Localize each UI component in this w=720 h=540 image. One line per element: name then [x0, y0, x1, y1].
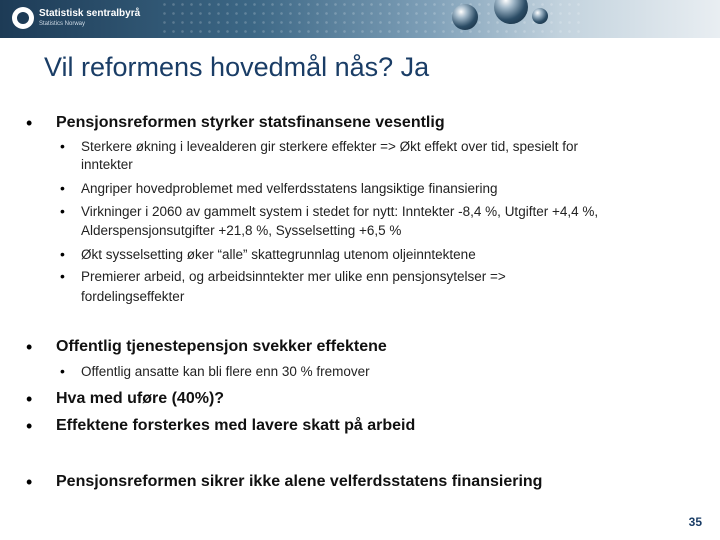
ssb-logo-icon [12, 7, 34, 29]
banner-sphere [452, 4, 478, 30]
sub-bullet-dot: • [60, 268, 65, 284]
bullet-dot: • [26, 472, 33, 492]
sub-bullet-line: Virkninger i 2060 av gammelt system i stedet for nytt: Inntekter -8,4 %, Utgifter +4,4 %, [81, 204, 599, 219]
sub-bullet-line: fordelingseffekter [81, 289, 185, 304]
sub-bullet-dot: • [60, 246, 65, 262]
header-banner [0, 0, 720, 38]
sub-bullet-dot: • [60, 180, 65, 196]
sub-bullet-line: Angriper hovedproblemet med velferdsstatens langsiktige finansiering [81, 181, 498, 196]
bullet-dot: • [26, 416, 33, 436]
slide-title: Vil reformens hovedmål nås? Ja [44, 52, 430, 82]
sub-bullet-line: Sterkere økning i levealderen gir sterkere effekter => Økt effekt over tid, spesielt for [81, 139, 578, 154]
sub-bullet-line: Offentlig ansatte kan bli flere enn 30 % fremover [81, 364, 370, 379]
ssb-logo [12, 7, 140, 29]
bullet-text: Pensjonsreformen styrker statsfinansene vesentlig [56, 114, 445, 131]
logo-name: Statistisk sentralbyrå [39, 8, 141, 19]
bullet-dot: • [26, 337, 33, 357]
sub-bullet-dot: • [60, 138, 65, 154]
sub-bullet-dot: • [60, 203, 65, 219]
bullet-text: Hva med uføre (40%)? [56, 390, 225, 407]
bullet-dot: • [26, 113, 33, 133]
bullet-text: Offentlig tjenestepensjon svekker effektene [56, 338, 387, 355]
banner-sphere [532, 8, 548, 24]
sub-bullet-line: Premierer arbeid, og arbeidsinntekter mer ulike enn pensjonsytelser => [81, 269, 506, 284]
bullet-text: Effektene forsterkes med lavere skatt på arbeid [56, 417, 416, 434]
sub-bullet-line: Økt sysselsetting øker “alle” skattegrunnlag utenom oljeinntektene [81, 247, 476, 262]
sub-bullet-dot: • [60, 363, 65, 379]
logo-subtitle: Statistics Norway [39, 21, 86, 27]
sub-bullet-line: inntekter [81, 157, 133, 172]
bullet-text: Pensjonsreformen sikrer ikke alene velferdsstatens finansiering [56, 473, 543, 490]
bullet-dot: • [26, 389, 33, 409]
sub-bullet-line: Alderspensjonsutgifter +21,8 %, Sysselsetting +6,5 % [81, 223, 402, 238]
page-number: 35 [688, 515, 702, 529]
